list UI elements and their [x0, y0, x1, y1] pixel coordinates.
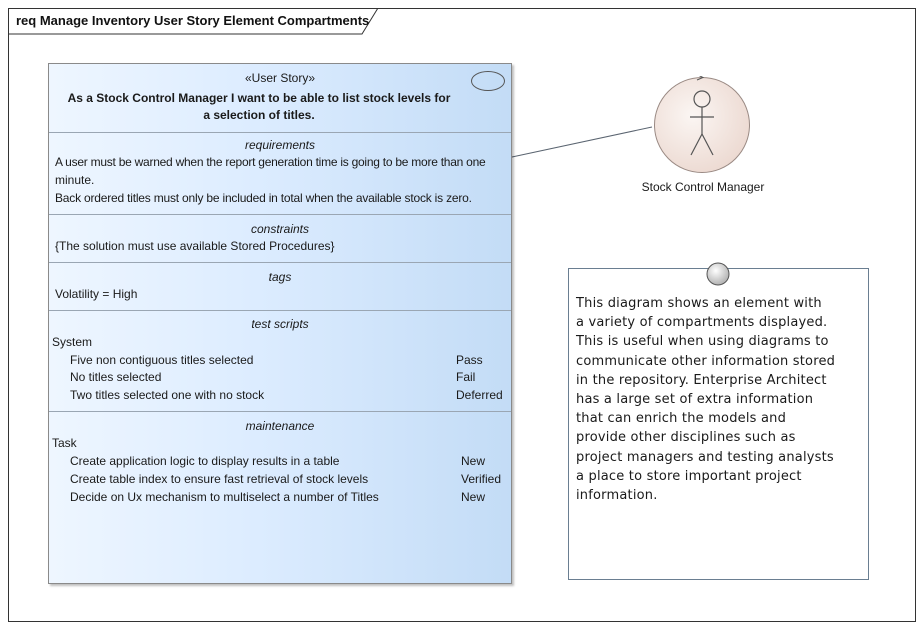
maintenance-group: Task [52, 436, 77, 450]
test-script-status: Deferred [456, 388, 503, 402]
note-line: This diagram shows an element with [576, 296, 822, 311]
maintenance-task-status: New [461, 490, 486, 504]
test-script-status: Pass [456, 353, 483, 367]
use-case-ellipse-icon [471, 71, 505, 91]
note-line: that can enrich the models and [576, 411, 787, 427]
maintenance-task-label: Create table index to ensure fast retrieval of stock levels [70, 472, 369, 486]
note-line: information. [576, 488, 658, 504]
test-scripts-group: System [52, 335, 93, 349]
note-element[interactable] [568, 268, 869, 580]
note-line: provide other disciplines such as [576, 430, 796, 446]
tags-title: tags [268, 270, 292, 284]
test-script-status: Fail [456, 370, 476, 384]
story-header [49, 64, 511, 133]
actor-icon[interactable] [653, 76, 751, 174]
note-line: project managers and testing analysts [576, 449, 834, 465]
note-line: This is useful when using diagrams to [576, 334, 829, 350]
story-name [59, 90, 459, 124]
note-line: a variety of compartments displayed. [576, 315, 828, 331]
maintenance-task-label: Create application logic to display results in a table [70, 454, 340, 468]
requirement-line: A user must be warned when the report generation time is going to be more than one [55, 155, 486, 169]
maintenance-task-status: New [461, 454, 486, 468]
story-stereotype: «User Story» [244, 71, 316, 85]
note-line: has a large set of extra information [576, 392, 814, 408]
constraints-compartment [49, 215, 511, 263]
test-script-label: No titles selected [70, 370, 162, 384]
note-line: communicate other information stored [576, 353, 836, 369]
actor-name: Stock Control Manager [641, 180, 765, 194]
maintenance-compartment [49, 412, 511, 583]
requirement-line: Back ordered titles must only be included in total when the available stock is zero. [55, 191, 472, 205]
note-line: in the repository. Enterprise Architect [576, 372, 827, 388]
test-scripts-title: test scripts [251, 317, 309, 331]
test-script-label: Two titles selected one with no stock [70, 388, 265, 402]
constraints-title: constraints [250, 222, 310, 236]
note-line: a place to store important project [576, 468, 802, 484]
user-story-element[interactable] [48, 63, 512, 584]
constraint-line: {The solution must use available Stored Procedures} [55, 239, 335, 253]
pin-icon [706, 262, 730, 286]
tags-compartment [49, 263, 511, 311]
requirement-line: minute. [55, 173, 95, 187]
story-name-line-2: a selection of titles. [203, 108, 315, 122]
test-scripts-compartment [49, 311, 511, 412]
maintenance-task-label: Decide on Ux mechanism to multiselect a number of Titles [70, 490, 379, 504]
note-text [576, 294, 866, 505]
requirements-title: requirements [244, 138, 316, 152]
story-name-line-1: As a Stock Control Manager I want to be able to list stock levels for [67, 91, 451, 105]
requirements-compartment [49, 132, 511, 215]
maintenance-task-status: Verified [461, 472, 502, 486]
tag-line: Volatility = High [55, 287, 138, 301]
diagram-title: req Manage Inventory User Story Element Compartments [16, 13, 370, 28]
test-script-label: Five non contiguous titles selected [70, 353, 254, 367]
maintenance-title: maintenance [245, 419, 315, 433]
